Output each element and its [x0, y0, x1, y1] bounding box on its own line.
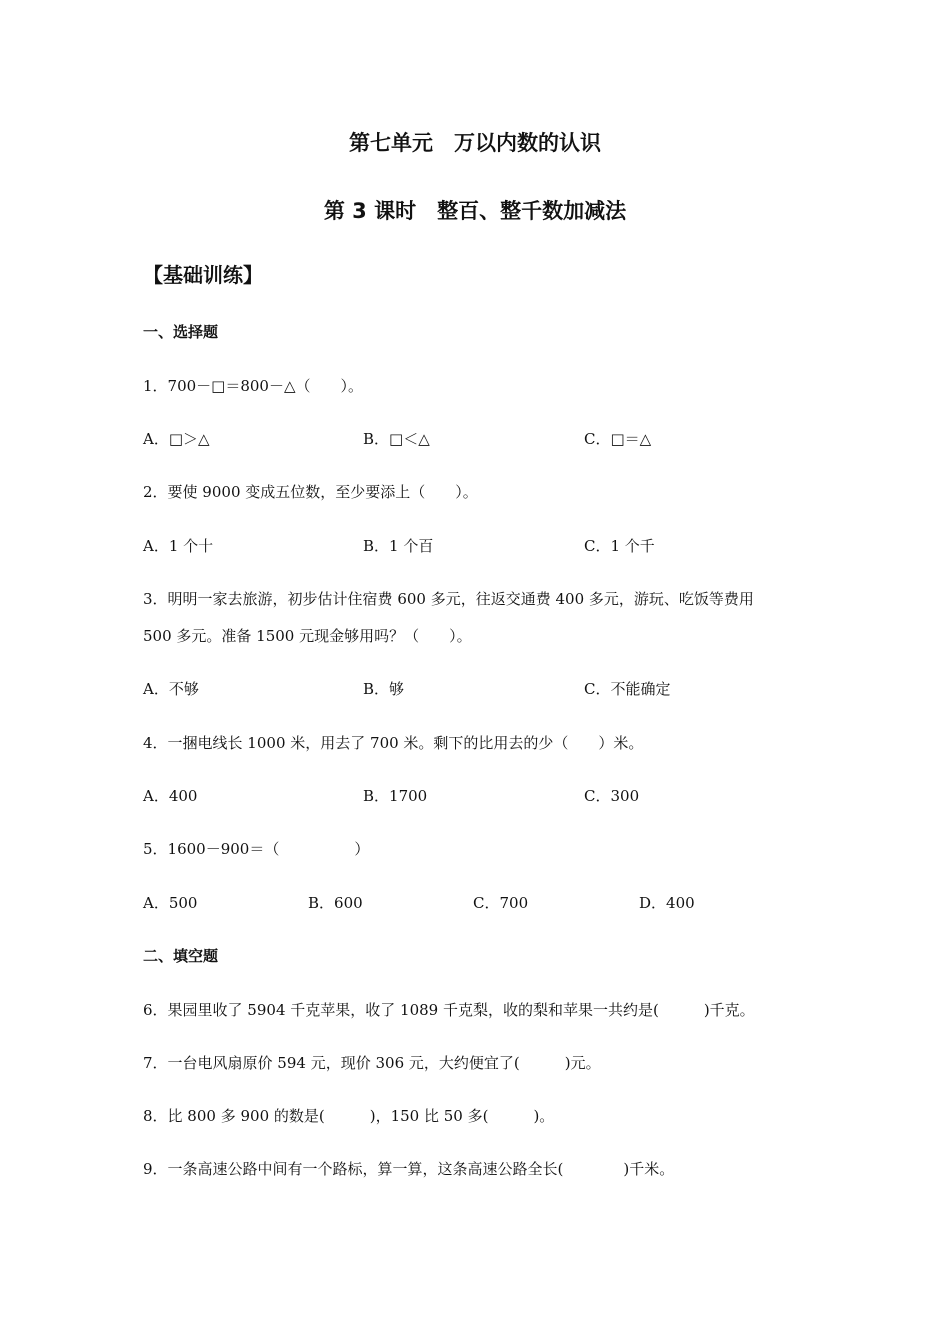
q1-option-c: C．□＝△	[584, 430, 652, 448]
q4-option-c: C．300	[584, 787, 640, 805]
question-8: 8．比 800 多 900 的数是( )，150 比 50 多( )。	[143, 1107, 555, 1125]
question-1: 1．700－□＝800－△（ ）。	[143, 377, 364, 395]
lesson-title: 第 3 课时 整百、整千数加减法	[323, 199, 627, 223]
q4-option-a: A．400	[143, 787, 198, 805]
question-7: 7．一台电风扇原价 594 元，现价 306 元，大约便宜了( )元。	[143, 1054, 601, 1072]
q5-option-c: C．700	[473, 894, 529, 912]
question-6: 6．果园里收了 5904 千克苹果，收了 1089 千克梨，收的梨和苹果一共约是( )千克。	[143, 1001, 755, 1019]
choice-heading: 一、选择题	[143, 323, 219, 341]
q5-option-d: D．400	[639, 894, 695, 912]
q2-option-a: A．1 个十	[143, 537, 214, 555]
q1-option-a: A．□＞△	[143, 430, 210, 448]
question-3-line-1: 3．明明一家去旅游，初步估计住宿费 600 多元，往返交通费 400 多元，游玩、吃饭等费用	[143, 590, 754, 608]
section-label: 【基础训练】	[143, 263, 263, 287]
q3-option-c: C．不能确定	[584, 680, 671, 698]
q1-option-b: B．□＜△	[363, 430, 430, 448]
question-4: 4．一捆电线长 1000 米，用去了 700 米。剩下的比用去的少（ ）米。	[143, 734, 644, 752]
q5-option-b: B．600	[308, 894, 363, 912]
q2-option-c: C．1 个千	[584, 537, 655, 555]
fill-heading: 二、填空题	[143, 947, 219, 965]
q4-option-b: B．1700	[363, 787, 428, 805]
unit-title: 第七单元 万以内数的认识	[349, 131, 601, 155]
q5-option-a: A．500	[143, 894, 198, 912]
q3-option-b: B．够	[363, 680, 405, 698]
question-2: 2．要使 9000 变成五位数，至少要添上（ ）。	[143, 483, 478, 501]
question-9: 9．一条高速公路中间有一个路标，算一算，这条高速公路全长( )千米。	[143, 1160, 675, 1178]
q2-option-b: B．1 个百	[363, 537, 434, 555]
question-5: 5．1600－900＝（ ）	[143, 840, 370, 858]
q3-option-a: A．不够	[143, 680, 199, 698]
question-3-line-2: 500 多元。准备 1500 元现金够用吗？（ ）。	[143, 627, 472, 645]
